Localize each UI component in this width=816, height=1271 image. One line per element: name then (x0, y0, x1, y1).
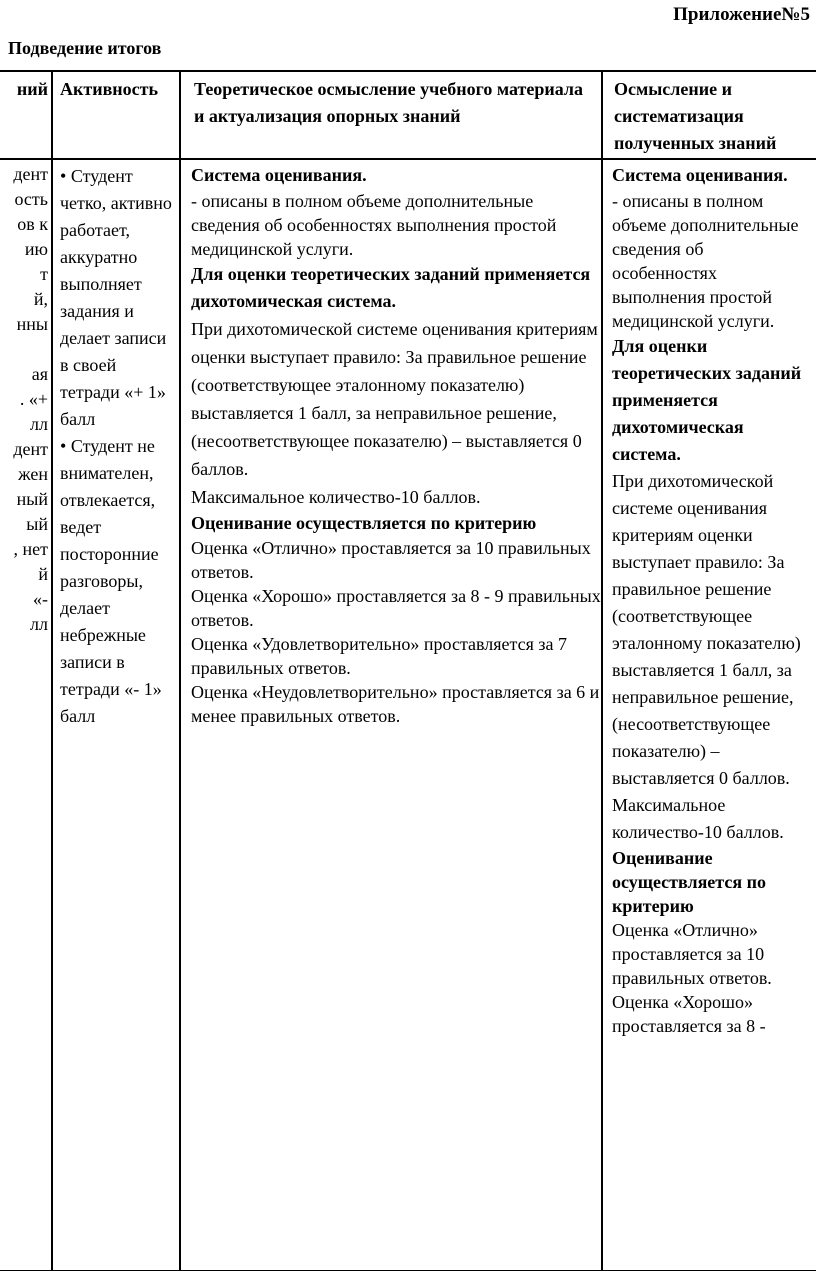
col1-line: нны (16, 314, 48, 334)
theory-max-score: Максимальное количество-10 баллов. (191, 487, 481, 507)
theory-dichotomy-text: При дихотомической системе оценивания критериям оценки выступает правило: За правильное решение (соответствующее эталонному показателю) выставляется 1 балл, за неправильное решение, (несоответствующее показателю) – выставляется 0 баллов. (191, 319, 598, 479)
theory-system-heading: Система оценивания. (191, 165, 367, 185)
activity-bullet-positive: • Студент четко, активно работает, аккуратно выполняет задания и делает записи в своей тетради «+ 1» балл (60, 163, 178, 433)
column-divider (51, 72, 53, 1270)
header-row-divider (0, 158, 816, 160)
col1-line: ость (14, 189, 48, 209)
col1-line: дент (13, 164, 48, 184)
column-header-criteria: ний (16, 79, 48, 99)
theory-grade-excellent: Оценка «Отлично» проставляется за 10 правильных ответов. (191, 538, 591, 582)
col1-line: й, (33, 289, 48, 309)
theory-dichotomy-heading: Для оценки теоретических заданий применяется дихотомическая система. (191, 264, 591, 311)
systematization-cell (612, 162, 808, 1038)
column-header-theory: Теоретическое осмысление учебного материала и актуализация опорных знаний (194, 79, 583, 126)
col1-line: . «+ (19, 389, 48, 409)
col1-line: ию (24, 239, 48, 259)
col1-line: й (38, 564, 48, 584)
col1-line: «- (33, 589, 48, 609)
appendix-number: Приложение№5 (673, 4, 810, 25)
col1-line: ов к (17, 214, 48, 234)
col1-line: т (40, 264, 48, 284)
theory-grade-satisfactory: Оценка «Удовлетворительно» проставляется за 7 правильных ответов. (191, 634, 567, 678)
sys-max-score: Максимальное количество-10 баллов. (612, 795, 784, 842)
col1-line: ый (26, 514, 48, 534)
col1-line: жен (18, 464, 48, 484)
col1-line: лл (30, 614, 48, 634)
sys-grade-excellent: Оценка «Отлично» проставляется за 10 правильных ответов. (612, 920, 772, 988)
column-header-activity: Активность (60, 79, 159, 99)
col1-line: лл (30, 414, 48, 434)
col1-line: ая (31, 364, 48, 384)
sys-described: - описаны в полном объеме дополнительные сведения об особенностях выполнения простой медицинской услуги. (612, 191, 799, 331)
col1-line: дент (13, 439, 48, 459)
col1-clipped-text (0, 162, 48, 637)
sys-system-heading: Система оценивания. (612, 165, 788, 185)
theory-criterion-heading: Оценивание осуществляется по критерию (191, 513, 537, 533)
sys-dichotomy-heading: Для оценки теоретических заданий применяется дихотомическая система. (612, 336, 802, 464)
theory-cell (191, 162, 601, 728)
col1-line: ный (16, 489, 48, 509)
column-divider (179, 72, 181, 1270)
column-divider (601, 72, 603, 1270)
col1-line (0, 337, 48, 362)
theory-described: - описаны в полном объеме дополнительные сведения об особенностях выполнения простой медицинской услуги. (191, 191, 557, 259)
sys-grade-good-partial: Оценка «Хорошо» проставляется за 8 - (612, 992, 766, 1036)
theory-grade-unsatisfactory: Оценка «Неудовлетворительно» проставляется за 6 и менее правильных ответов. (191, 682, 600, 726)
section-title: Подведение итогов (8, 38, 162, 58)
assessment-table (0, 70, 816, 1271)
col1-line: , нет (13, 539, 48, 559)
column-header-systematization: Осмысление и систематизация полученных знаний (614, 79, 777, 153)
sys-criterion-heading: Оценивание осуществляется по критерию (612, 848, 766, 916)
sys-dichotomy-text: При дихотомической системе оценивания критериям оценки выступает правило: За правильное решение (соответствующее эталонному показателю) выставляется 1 балл, за неправильное решение, (несоответствующее показателю) – выставляется 0 баллов. (612, 471, 801, 788)
activity-cell (60, 163, 178, 730)
activity-bullet-negative: • Студент не внимателен, отвлекается, ведет посторонние разговоры, делает небрежные записи в тетради «- 1» балл (60, 433, 178, 730)
theory-grade-good: Оценка «Хорошо» проставляется за 8 - 9 правильных ответов. (191, 586, 601, 630)
